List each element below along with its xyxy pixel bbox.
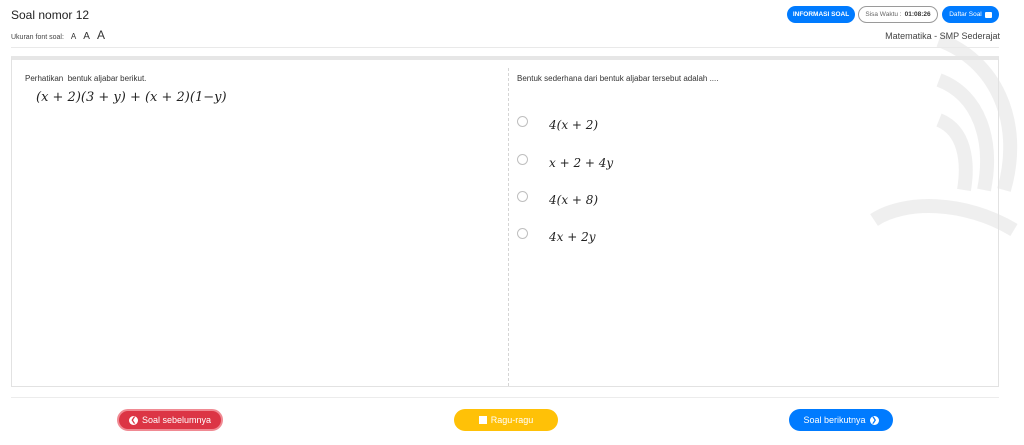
radio-button[interactable] <box>517 154 528 165</box>
answer-option-a[interactable] <box>517 110 598 132</box>
answer-option-c[interactable] <box>517 185 598 207</box>
header-divider <box>11 47 999 48</box>
checkbox-icon <box>479 416 487 424</box>
doubt-button[interactable] <box>454 409 558 431</box>
header <box>0 0 1024 46</box>
radio-button[interactable] <box>517 228 528 239</box>
grid-icon <box>985 12 992 18</box>
footer-divider <box>11 397 999 398</box>
answer-option-label: 4(x + 8) <box>549 193 599 207</box>
answer-option-label: 4x + 2y <box>549 230 596 244</box>
question-prompt: Bentuk sederhana dari bentuk aljabar tersebut adalah .... <box>517 74 719 83</box>
next-label: Soal berikutnya <box>803 415 866 425</box>
next-question-button[interactable] <box>789 409 893 431</box>
timer-label: Sisa Waktu : <box>865 11 902 18</box>
answer-option-b[interactable] <box>517 148 613 170</box>
question-list-button[interactable] <box>942 6 999 23</box>
answer-option-label: 4(x + 2) <box>549 118 599 132</box>
previous-label: Soal sebelumnya <box>141 415 212 425</box>
column-divider <box>508 68 509 386</box>
previous-question-button[interactable] <box>117 409 223 431</box>
answer-option-d[interactable] <box>517 222 596 244</box>
timer-value: 01:08:26 <box>904 11 931 18</box>
question-number-title: Soal nomor 12 <box>11 8 90 22</box>
question-panel <box>11 56 999 387</box>
answer-option-label: x + 2 + 4y <box>549 156 614 170</box>
chevron-left-icon: ❮ <box>130 416 137 424</box>
font-size-medium-button[interactable]: A <box>83 31 90 42</box>
radio-button[interactable] <box>517 191 528 202</box>
radio-button[interactable] <box>517 116 528 127</box>
font-size-selector <box>11 28 105 42</box>
font-size-large-button[interactable]: A <box>96 28 105 42</box>
doubt-label: Ragu-ragu <box>490 415 534 425</box>
subject-label: Matematika - SMP Sederajat <box>885 31 1000 41</box>
font-size-label: Ukuran font soal: <box>11 34 64 41</box>
algebra-expression: (x + 2)(3 + y) + (x + 2)(1−y) <box>36 90 227 105</box>
chevron-right-icon: ❯ <box>871 416 877 424</box>
remaining-time-badge <box>858 6 938 23</box>
question-list-label: Daftar Soal <box>949 11 982 18</box>
font-size-small-button[interactable]: A <box>70 32 77 41</box>
question-info-button[interactable]: INFORMASI SOAL <box>787 6 855 23</box>
question-text: Perhatikan bentuk aljabar berikut. <box>25 74 147 83</box>
